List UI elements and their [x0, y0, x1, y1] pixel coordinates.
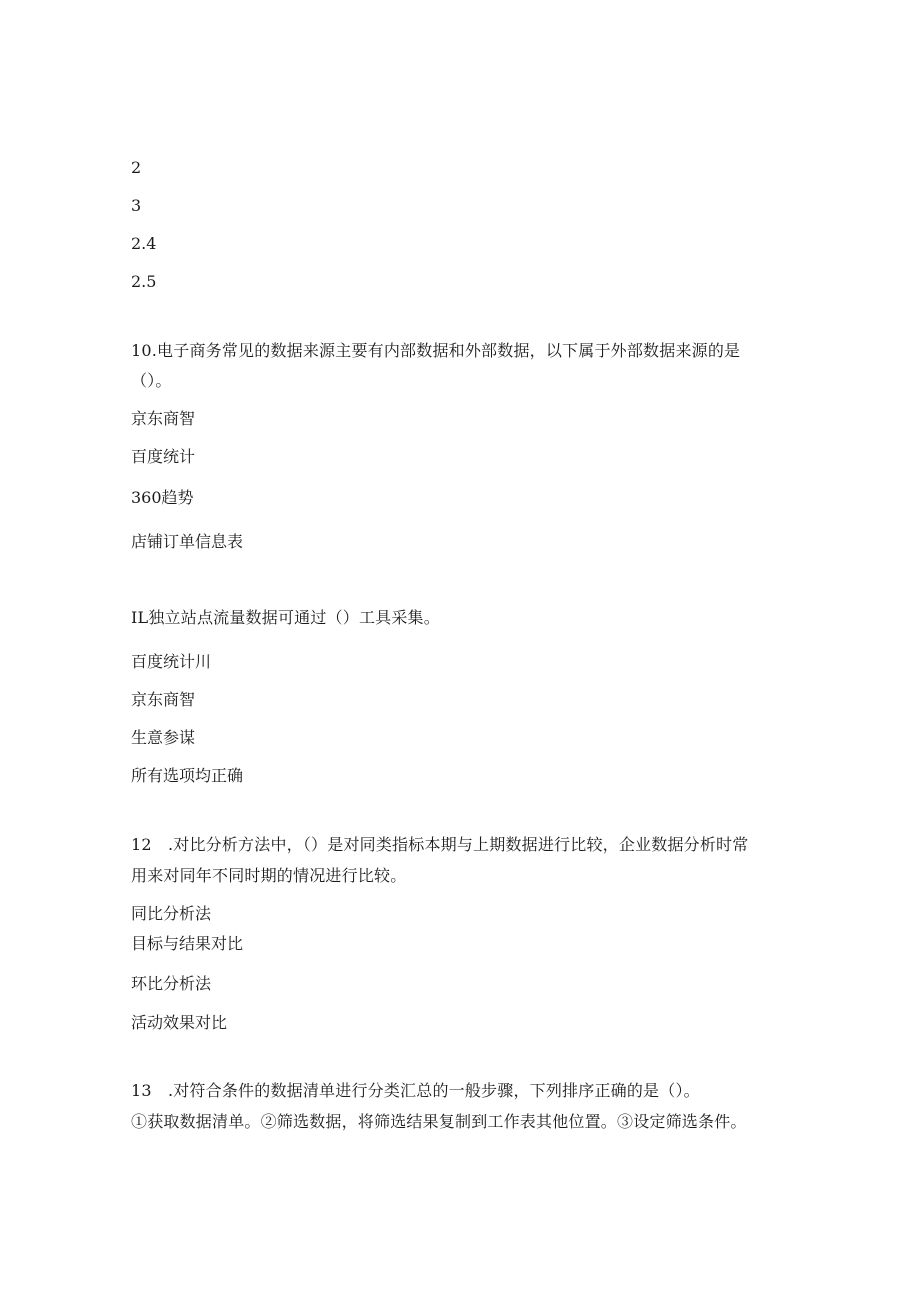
question-10-stem-line1: 10.电子商务常见的数据来源主要有内部数据和外部数据，以下属于外部数据来源的是 [131, 341, 741, 360]
question-13-stem: 13 .对符合条件的数据清单进行分类汇总的一般步骤，下列排序正确的是（）。 [131, 1081, 700, 1100]
question-11-option-b: 京东商智 [131, 690, 196, 709]
question-12-option-d: 活动效果对比 [131, 1013, 228, 1032]
question-11-stem: IL独立站点流量数据可通过（）工具采集。 [131, 608, 440, 627]
question-11-option-c: 生意参谋 [131, 728, 196, 747]
option-2-4: 2.4 [131, 234, 157, 253]
question-12-option-c: 环比分析法 [131, 974, 212, 993]
question-11-option-a: 百度统计川 [131, 652, 212, 671]
option-2-5: 2.5 [131, 272, 157, 291]
question-10-option-c: 360趋势 [131, 488, 194, 507]
question-12-stem-line1: 12 .对比分析方法中，（）是对同类指标本期与上期数据进行比较，企业数据分析时常 [131, 835, 749, 854]
question-12-option-a: 同比分析法 [131, 904, 212, 923]
option-2: 2 [131, 158, 142, 177]
question-10-option-b: 百度统计 [131, 447, 196, 466]
question-10-option-d: 店铺订单信息表 [131, 532, 244, 551]
question-12-option-b: 目标与结果对比 [131, 934, 244, 953]
question-11-option-d: 所有选项均正确 [131, 766, 244, 785]
question-13-steps: ①获取数据清单。②筛选数据，将筛选结果复制到工作表其他位置。③设定筛选条件。 [131, 1112, 747, 1131]
question-10-option-a: 京东商智 [131, 409, 196, 428]
option-3: 3 [131, 196, 142, 215]
question-12-stem-line2: 用来对同年不同时期的情况进行比较。 [131, 866, 407, 885]
question-10-stem-line2: （）。 [131, 371, 172, 390]
